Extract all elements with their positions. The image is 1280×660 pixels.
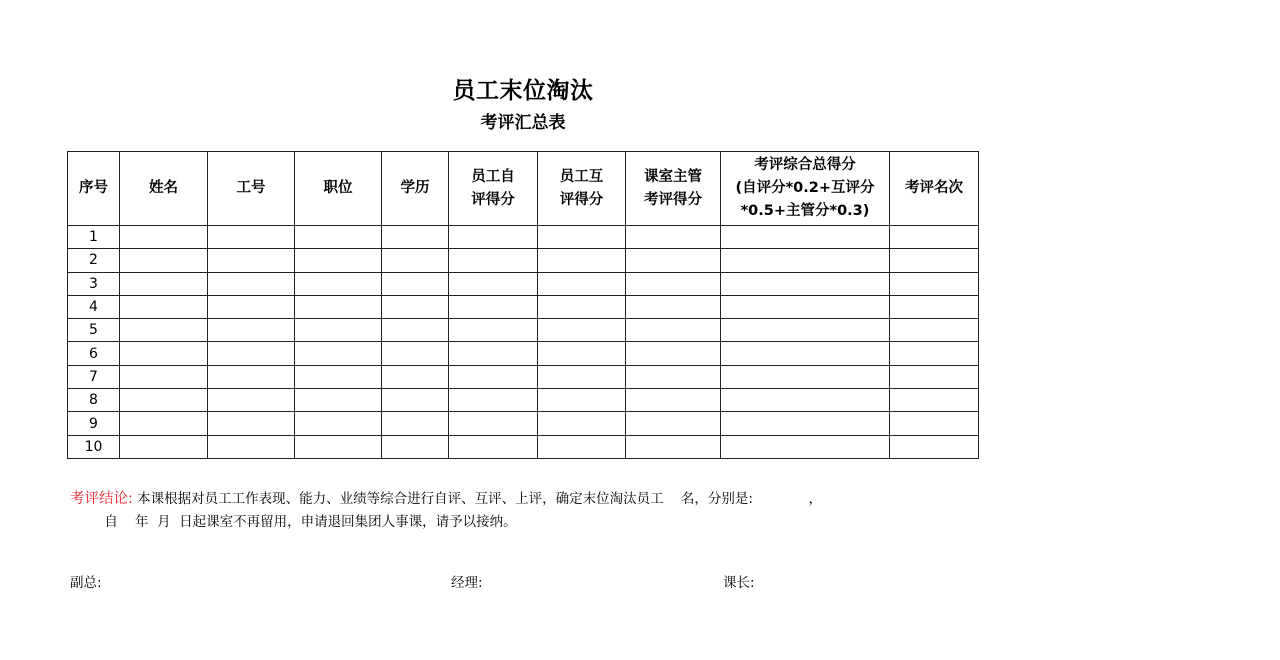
document-title: 员工末位淘汰: [452, 78, 594, 104]
cell-position[interactable]: [295, 272, 382, 295]
cell-position[interactable]: [295, 365, 382, 388]
evaluation-conclusion: [70, 488, 822, 534]
cell-peer-score[interactable]: [538, 342, 626, 365]
cell-seq: 9: [68, 412, 120, 435]
cell-emp-id[interactable]: [208, 295, 295, 318]
cell-emp-id[interactable]: [208, 342, 295, 365]
cell-total-score[interactable]: [721, 295, 890, 318]
signature-vice-president: 副总:: [70, 575, 102, 591]
signature-manager: 经理:: [451, 575, 483, 591]
column-header-self-score: [449, 152, 538, 226]
cell-rank[interactable]: [890, 226, 979, 249]
cell-rank[interactable]: [890, 412, 979, 435]
cell-self-score[interactable]: [449, 342, 538, 365]
cell-name[interactable]: [120, 389, 208, 412]
cell-emp-id[interactable]: [208, 389, 295, 412]
cell-seq: 2: [68, 249, 120, 272]
cell-peer-score[interactable]: [538, 226, 626, 249]
cell-manager-score[interactable]: [626, 295, 721, 318]
cell-name[interactable]: [120, 342, 208, 365]
cell-self-score[interactable]: [449, 389, 538, 412]
cell-name[interactable]: [120, 365, 208, 388]
cell-rank[interactable]: [890, 435, 979, 458]
cell-name[interactable]: [120, 295, 208, 318]
column-header-line: *0.5+主管分*0.3): [740, 203, 870, 219]
cell-peer-score[interactable]: [538, 249, 626, 272]
cell-education[interactable]: [382, 435, 449, 458]
cell-manager-score[interactable]: [626, 435, 721, 458]
column-header-line: 考评名次: [905, 180, 963, 196]
conclusion-text-line2: 自 年 月 日起课室不再留用，申请退回集团人事课，请予以接纳。: [70, 514, 517, 530]
table-row: [68, 226, 979, 249]
cell-position[interactable]: [295, 319, 382, 342]
cell-seq: 5: [68, 319, 120, 342]
cell-seq: 4: [68, 295, 120, 318]
cell-position[interactable]: [295, 295, 382, 318]
cell-education[interactable]: [382, 249, 449, 272]
cell-manager-score[interactable]: [626, 226, 721, 249]
table-row: [68, 342, 979, 365]
cell-rank[interactable]: [890, 365, 979, 388]
cell-seq: 10: [68, 435, 120, 458]
cell-position[interactable]: [295, 249, 382, 272]
cell-rank[interactable]: [890, 295, 979, 318]
cell-total-score[interactable]: [721, 249, 890, 272]
cell-education[interactable]: [382, 342, 449, 365]
table-row: [68, 319, 979, 342]
cell-emp-id[interactable]: [208, 435, 295, 458]
cell-total-score[interactable]: [721, 342, 890, 365]
table-row: [68, 272, 979, 295]
column-header-name: [120, 152, 208, 226]
cell-total-score[interactable]: [721, 389, 890, 412]
cell-seq: 6: [68, 342, 120, 365]
cell-total-score[interactable]: [721, 226, 890, 249]
cell-manager-score[interactable]: [626, 272, 721, 295]
cell-self-score[interactable]: [449, 365, 538, 388]
column-header-line: 员工互: [559, 168, 604, 185]
column-header-peer-score: [538, 152, 626, 226]
cell-rank[interactable]: [890, 319, 979, 342]
cell-manager-score[interactable]: [626, 342, 721, 365]
table-row: [68, 295, 979, 318]
conclusion-label: 考评结论:: [70, 491, 133, 507]
cell-name[interactable]: [120, 435, 208, 458]
cell-position[interactable]: [295, 342, 382, 365]
cell-name[interactable]: [120, 249, 208, 272]
column-header-seq: [68, 152, 120, 226]
evaluation-summary-table: [67, 151, 979, 459]
cell-education[interactable]: [382, 412, 449, 435]
cell-name[interactable]: [120, 272, 208, 295]
cell-rank[interactable]: [890, 249, 979, 272]
table-row: [68, 435, 979, 458]
column-header-emp-id: [208, 152, 295, 226]
cell-rank[interactable]: [890, 342, 979, 365]
cell-peer-score[interactable]: [538, 412, 626, 435]
column-header-line: 评得分: [559, 191, 604, 208]
column-header-line: 姓名: [149, 180, 178, 196]
cell-peer-score[interactable]: [538, 295, 626, 318]
column-header-line: 评得分: [471, 191, 515, 208]
column-header-total-score: [721, 152, 890, 226]
cell-self-score[interactable]: [449, 412, 538, 435]
cell-emp-id[interactable]: [208, 272, 295, 295]
signature-section-chief: 课长:: [723, 575, 755, 591]
cell-position[interactable]: [295, 435, 382, 458]
cell-total-score[interactable]: [721, 319, 890, 342]
cell-name[interactable]: [120, 412, 208, 435]
table-row: [68, 365, 979, 388]
cell-rank[interactable]: [890, 272, 979, 295]
cell-education[interactable]: [382, 226, 449, 249]
cell-manager-score[interactable]: [626, 365, 721, 388]
cell-emp-id[interactable]: [208, 412, 295, 435]
cell-manager-score[interactable]: [626, 249, 721, 272]
table-row: [68, 389, 979, 412]
cell-self-score[interactable]: [449, 272, 538, 295]
cell-peer-score[interactable]: [538, 389, 626, 412]
cell-total-score[interactable]: [721, 412, 890, 435]
column-header-position: [295, 152, 382, 226]
cell-emp-id[interactable]: [208, 226, 295, 249]
cell-position[interactable]: [295, 389, 382, 412]
cell-seq: 7: [68, 365, 120, 388]
cell-total-score[interactable]: [721, 435, 890, 458]
column-header-line: 工号: [236, 180, 266, 196]
column-header-line: 员工自: [471, 168, 515, 185]
cell-education[interactable]: [382, 389, 449, 412]
column-header-manager-score: [626, 152, 721, 226]
cell-total-score[interactable]: [721, 272, 890, 295]
cell-total-score[interactable]: [721, 365, 890, 388]
cell-education[interactable]: [382, 272, 449, 295]
cell-seq: 8: [68, 389, 120, 412]
document-subtitle: 考评汇总表: [480, 113, 566, 133]
cell-position[interactable]: [295, 412, 382, 435]
cell-self-score[interactable]: [449, 226, 538, 249]
cell-education[interactable]: [382, 295, 449, 318]
table-row: [68, 249, 979, 272]
column-header-line: 考评得分: [644, 191, 702, 208]
cell-self-score[interactable]: [449, 295, 538, 318]
cell-seq: 1: [68, 226, 120, 249]
cell-peer-score[interactable]: [538, 319, 626, 342]
cell-emp-id[interactable]: [208, 249, 295, 272]
cell-education[interactable]: [382, 319, 449, 342]
column-header-line: 考评综合总得分: [754, 157, 856, 173]
column-header-line: 学历: [400, 180, 430, 196]
column-header-line: (自评分*0.2+互评分: [735, 180, 875, 196]
cell-emp-id[interactable]: [208, 365, 295, 388]
column-header-line: 序号: [79, 180, 108, 196]
cell-rank[interactable]: [890, 389, 979, 412]
cell-name[interactable]: [120, 319, 208, 342]
cell-manager-score[interactable]: [626, 319, 721, 342]
cell-self-score[interactable]: [449, 435, 538, 458]
conclusion-text-line1: 本课根据对员工工作表现、能力、业绩等综合进行自评、互评、上评，确定末位淘汰员工 名，分别是: ，: [132, 491, 823, 507]
table-header-row: [68, 152, 979, 226]
cell-position[interactable]: [295, 226, 382, 249]
column-header-rank: [890, 152, 979, 226]
cell-peer-score[interactable]: [538, 365, 626, 388]
cell-education[interactable]: [382, 365, 449, 388]
column-header-education: [382, 152, 449, 226]
column-header-line: 职位: [323, 180, 353, 196]
cell-name[interactable]: [120, 226, 208, 249]
cell-seq: 3: [68, 272, 120, 295]
cell-manager-score[interactable]: [626, 412, 721, 435]
cell-self-score[interactable]: [449, 319, 538, 342]
cell-self-score[interactable]: [449, 249, 538, 272]
cell-emp-id[interactable]: [208, 319, 295, 342]
table-row: [68, 412, 979, 435]
column-header-line: 课室主管: [644, 168, 702, 185]
cell-manager-score[interactable]: [626, 389, 721, 412]
cell-peer-score[interactable]: [538, 272, 626, 295]
cell-peer-score[interactable]: [538, 435, 626, 458]
